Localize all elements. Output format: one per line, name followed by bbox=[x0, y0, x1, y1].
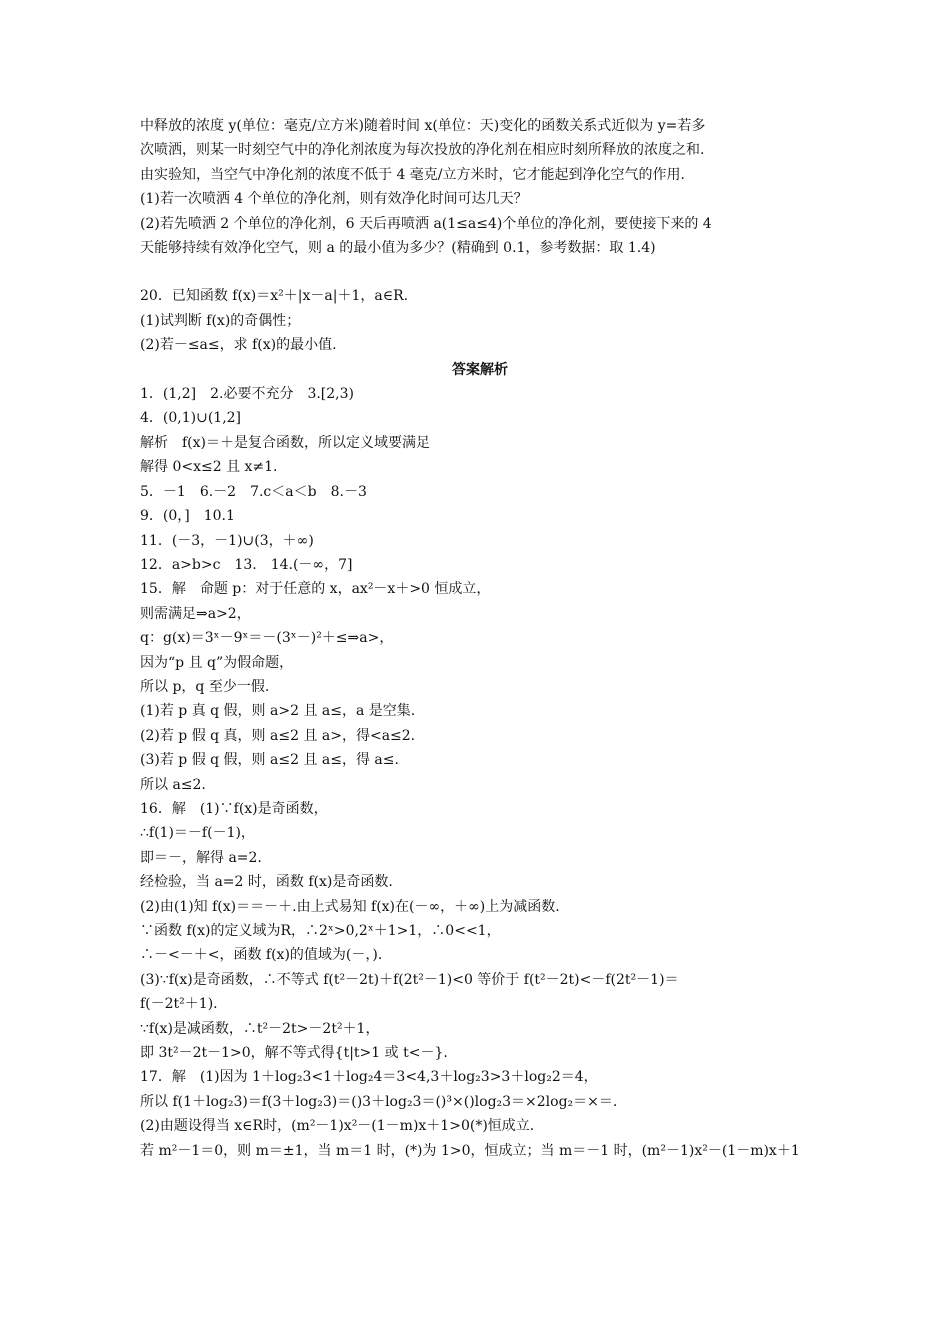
answer-line: 1．(1,2] 2.必要不充分 3.[2,3) bbox=[140, 386, 354, 403]
answer-line: (3)∵f(x)是奇函数，∴不等式 f(t²－2t)＋f(2t²－1)<0 等价于 f(t²－2t)<－f(2t²－1)＝ bbox=[140, 971, 679, 988]
text-line: 20．已知函数 f(x)＝x²＋|x－a|＋1，a∈R. bbox=[140, 288, 409, 305]
answer-line: 因为“p 且 q”为假命题， bbox=[140, 654, 294, 671]
answer-line: ∴f(1)＝－f(－1)， bbox=[140, 825, 255, 842]
answer-line: ∵函数 f(x)的定义域为R，∴2ˣ>0,2ˣ＋1>1，∴0<<1， bbox=[140, 923, 501, 939]
answer-line: 5．－1 6.－2 7.c＜a＜b 8.－3 bbox=[140, 483, 367, 500]
answer-line: f(－2t²＋1). bbox=[140, 996, 218, 1013]
text-line: 由实验知，当空气中净化剂的浓度不低于 4 毫克/立方米时，它才能起到净化空气的作用. bbox=[140, 166, 685, 183]
document-page bbox=[140, 114, 820, 1163]
answer-line: (2)由题设得当 x∈R时，(m²－1)x²－(1－m)x＋1>0(*)恒成立. bbox=[140, 1118, 535, 1135]
answer-line: 4．(0,1)∪(1,2] bbox=[140, 410, 242, 427]
answer-section bbox=[140, 382, 820, 1163]
answer-line: 所以 p，q 至少一假. bbox=[140, 678, 270, 695]
answer-line: 15．解 命题 p：对于任意的 x，ax²－x＋>0 恒成立， bbox=[140, 581, 491, 598]
answer-line: 11．(－3，－1)∪(3，＋∞) bbox=[140, 532, 314, 549]
answer-line: 解析 f(x)＝＋是复合函数，所以定义域要满足 bbox=[140, 434, 430, 451]
text-line: (1)若一次喷洒 4 个单位的净化剂，则有效净化时间可达几天？ bbox=[140, 191, 528, 208]
text-line: 次喷洒，则某一时刻空气中的净化剂浓度为每次投放的净化剂在相应时刻所释放的浓度之和. bbox=[140, 142, 705, 159]
answer-line: 所以 f(1＋log₂3)＝f(3＋log₂3)＝()3＋log₂3＝()³×()log₂3＝×2log₂＝×＝. bbox=[140, 1093, 618, 1110]
answer-line: 16．解 (1)∵f(x)是奇函数， bbox=[140, 800, 328, 817]
answer-line: 即 3t²－2t－1>0，解不等式得{t|t>1 或 t<－}. bbox=[140, 1045, 448, 1062]
answer-line: ∵f(x)是减函数，∴t²－2t>－2t²＋1， bbox=[140, 1020, 380, 1037]
text-line: (1)试判断 f(x)的奇偶性； bbox=[140, 312, 301, 329]
answer-line: 所以 a≤2. bbox=[140, 776, 206, 793]
answer-line: 经检验，当 a=2 时，函数 f(x)是奇函数. bbox=[140, 874, 393, 891]
answer-line: 17．解 (1)因为 1＋log₂3<1＋log₂4＝3<4,3＋log₂3>3＋log₂2＝4， bbox=[140, 1069, 598, 1086]
answer-line: (1)若 p 真 q 假，则 a>2 且 a≤，a 是空集. bbox=[140, 703, 416, 720]
answer-line: ∴－<－＋<，函数 f(x)的值域为(－，). bbox=[140, 947, 383, 964]
answer-line: (2)由(1)知 f(x)＝＝－＋.由上式易知 f(x)在(－∞，＋∞)上为减函数. bbox=[140, 898, 560, 915]
text-line: (2)若－≤a≤，求 f(x)的最小值. bbox=[140, 337, 337, 354]
answer-line: q：g(x)＝3ˣ－9ˣ＝－(3ˣ－)²＋≤⇒a>， bbox=[140, 630, 394, 647]
problem-19-continued bbox=[140, 114, 820, 260]
answer-line: 解得 0<x≤2 且 x≠1. bbox=[140, 459, 278, 476]
text-line: 中释放的浓度 y(单位：毫克/立方米)随着时间 x(单位：天)变化的函数关系式近似为 y=若多 bbox=[140, 118, 706, 134]
answer-line: (2)若 p 假 q 真，则 a≤2 且 a>，得<a≤2. bbox=[140, 727, 416, 744]
answer-line: 12．a>b>c 13. 14.(－∞，7] bbox=[140, 556, 353, 573]
answer-line: (3)若 p 假 q 假，则 a≤2 且 a≤，得 a≤. bbox=[140, 752, 399, 769]
answer-line: 若 m²－1＝0，则 m＝±1，当 m＝1 时，(*)为 1>0，恒成立；当 m＝－1 时，(m²－1)x²－(1－m)x＋1 bbox=[140, 1142, 800, 1159]
problem-20 bbox=[140, 284, 820, 357]
answer-heading: 答案解析 bbox=[452, 361, 508, 378]
spacer bbox=[140, 260, 820, 284]
answer-line: 即＝－，解得 a=2. bbox=[140, 849, 262, 866]
answer-line: 9．(0，] 10.1 bbox=[140, 508, 235, 525]
answer-line: 则需满足⇒a>2， bbox=[140, 605, 251, 622]
text-line: (2)若先喷洒 2 个单位的净化剂，6 天后再喷洒 a(1≤a≤4)个单位的净化剂，要使接下来的 4 bbox=[140, 215, 712, 232]
text-line: 天能够持续有效净化空气，则 a 的最小值为多少？(精确到 0.1，参考数据：取 1.4) bbox=[140, 240, 656, 257]
